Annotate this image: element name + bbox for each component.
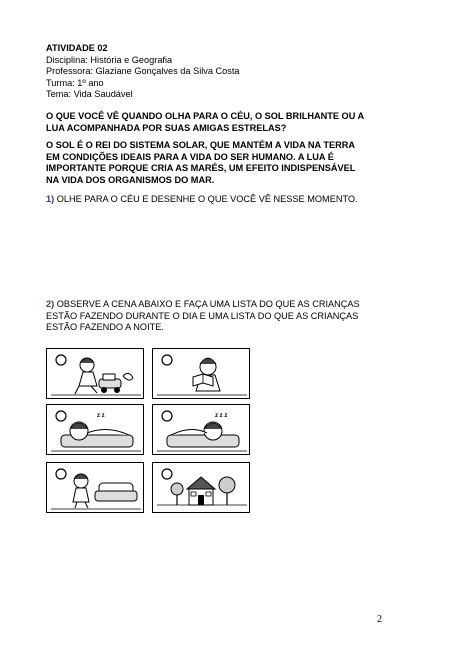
intro-question-line: LUA ACOMPANHADA POR SUAS AMIGAS ESTRELAS? (46, 122, 287, 133)
activity-title: ATIVIDADE 02 (46, 43, 108, 53)
house-illustration (153, 463, 251, 514)
sun-paragraph-line: O SOL É O REI DO SISTEMA SOLAR, QUE MANTÉM A VIDA NA TERRA (46, 140, 355, 150)
page-number: 2 (377, 614, 382, 625)
checkbox-circle-icon (162, 355, 172, 365)
panel-child-reading (152, 348, 250, 399)
panel-child-sleeping (46, 404, 144, 455)
child-sleeping-zzz-illustration (153, 405, 251, 456)
sun-paragraph-line: NA VIDA DOS ORGANISMOS DO MAR. (46, 174, 215, 185)
question-1 (46, 194, 426, 206)
checkbox-circle-icon (56, 411, 66, 421)
svg-text:z z: z z (97, 413, 105, 419)
svg-text:z z z: z z z (215, 413, 228, 419)
panel-child-sleeping-zzz (152, 404, 250, 455)
question-1-number: 1) (46, 194, 55, 204)
child-walking-illustration (47, 463, 145, 514)
panel-child-playing (46, 348, 144, 399)
intro-question (46, 111, 422, 134)
question-2-line: ESTÃO FAZENDO DURANTE O DIA E UMA LISTA DO QUE AS CRIANÇAS (46, 310, 359, 321)
question-2-text: OBSERVE A CENA ABAIXO E FAÇA UMA LISTA DO QUE AS CRIANÇAS (54, 299, 360, 309)
question-2 (46, 299, 426, 334)
scene-grid (46, 348, 250, 513)
question-1-text: OLHE PARA O CÉU E DESENHE O QUE VOCÊ VÊ NESSE MOMENTO. (54, 194, 358, 204)
checkbox-circle-icon (162, 411, 172, 421)
teacher-line: Professora: Glaziane Gonçalves da Silva Costa (46, 66, 240, 77)
question-2-line: ESTÃO FAZENDO A NOITE. (46, 322, 164, 333)
child-reading-illustration (153, 349, 251, 400)
checkbox-circle-icon (162, 469, 172, 479)
theme-line: Tema: Vida Saudável (46, 89, 133, 100)
checkbox-circle-icon (56, 355, 66, 365)
intro-question-line: O QUE VOCÊ VÊ QUANDO OLHA PARA O CÉU, O SOL BRILHANTE OU A (46, 111, 365, 121)
panel-child-walking (46, 462, 144, 513)
panel-house (152, 462, 250, 513)
checkbox-circle-icon (56, 469, 66, 479)
child-sleeping-illustration (47, 405, 145, 456)
child-playing-illustration (47, 349, 145, 400)
class-line: Turma: 1º ano (46, 77, 104, 88)
sun-paragraph-line: EM CONDIÇÕES IDEAIS PARA A VIDA DO SER HUMANO. A LUA É (46, 151, 334, 162)
sun-paragraph-line: IMPORTANTE PORQUE CRIA AS MARÉS, UM EFEITO INDISPENSÁVEL (46, 163, 356, 174)
worksheet-header (46, 43, 240, 101)
question-2-number: 2) (46, 299, 55, 309)
discipline-line: Disciplina: História e Geografia (46, 54, 173, 65)
sun-paragraph (46, 140, 422, 186)
